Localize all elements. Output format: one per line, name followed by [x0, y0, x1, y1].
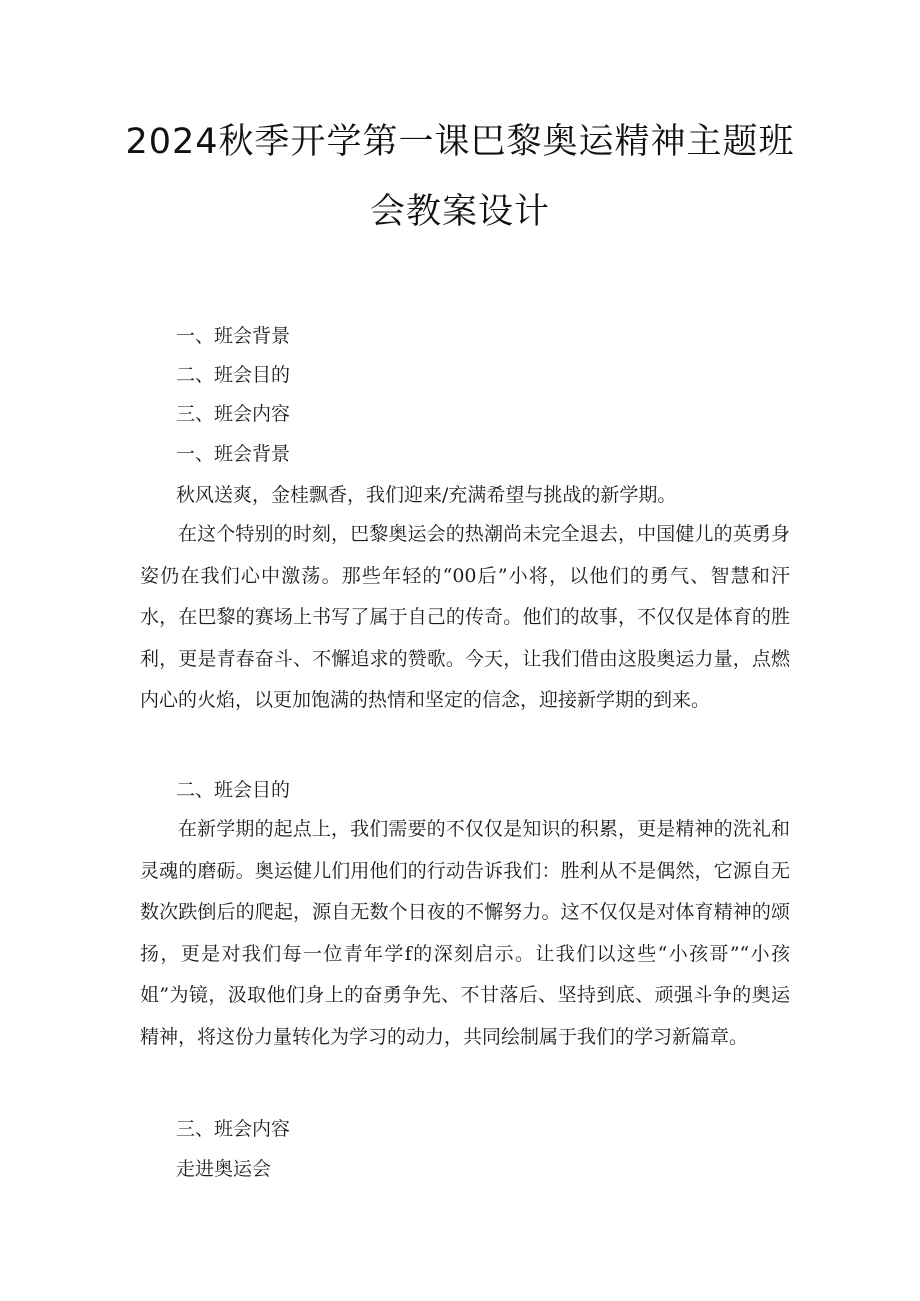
- toc-item-purpose: 二、班会目的: [176, 364, 291, 386]
- document-title-line-1: 2024秋季开学第一课巴黎奥运精神主题班: [125, 122, 795, 162]
- purpose-paragraph: 在新学期的起点上，我们需要的不仅仅是知识的积累，更是精神的洗礼和灵魂的磨砺。奥运健儿们用他们的行动告诉我们：胜利从不是偶然，它源自无数次跌倒后的爬起，源自无数个日夜的不懈努力。这不仅仅是对体育精神的颂扬，更是对我们每一位青年学f的深刻启示。让我们以这些“小孩哥”“小孩姐”为镜，汲取他们身上的奋勇争先、不甘落后、坚持到底、顽强斗争的奥运精神，将这份力量转化为学习的动力，共同绘制属于我们的学习新篇章。: [140, 818, 790, 1048]
- toc-item-background: 一、班会背景: [176, 325, 291, 347]
- background-intro: 秋风送爽，金桂飘香，我们迎来/充满希望与挑战的新学期。: [176, 484, 677, 506]
- content-subheading: 走进奥运会: [176, 1158, 272, 1180]
- section-heading-content: 三、班会内容: [176, 1118, 291, 1140]
- document-title-line-2: 会教案设计: [369, 192, 550, 232]
- section-heading-background: 一、班会背景: [176, 443, 291, 465]
- section-heading-purpose: 二、班会目的: [176, 779, 291, 801]
- toc-item-content: 三、班会内容: [176, 403, 291, 425]
- background-paragraph: 在这个特别的时刻，巴黎奥运会的热潮尚未完全退去，中国健儿的英勇身姿仍在我们心中激荡。那些年轻的“00后”小将，以他们的勇气、智慧和汗水，在巴黎的赛场上书写了属于自己的传奇。他们的故事，不仅仅是体育的胜利，更是青春奋斗、不懈追求的赞歌。今天，让我们借由这股奥运力量，点燃内心的火焰，以更加饱满的热情和坚定的信念，迎接新学期的到来。: [140, 523, 790, 712]
